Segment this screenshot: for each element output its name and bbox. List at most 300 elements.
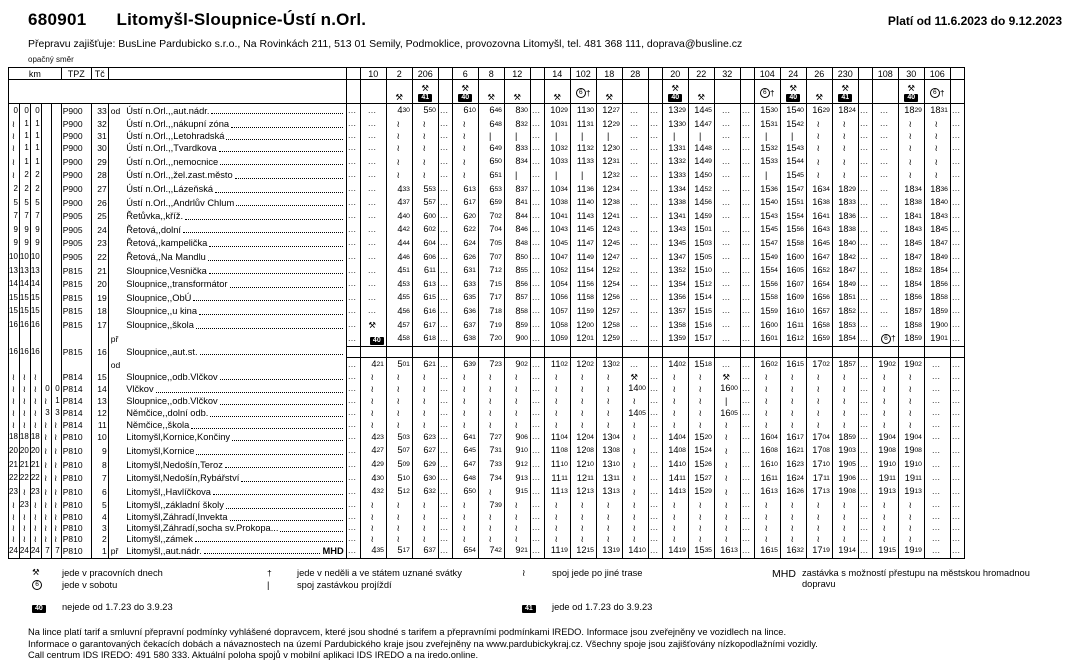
time-cell	[570, 523, 596, 534]
time-cell	[622, 523, 648, 534]
no-service-dots: ...	[630, 211, 639, 221]
no-service-dots: ...	[630, 359, 639, 369]
no-service-dots: ...	[952, 184, 961, 194]
km-cell: 7	[30, 210, 41, 224]
tc-cell: 23	[91, 237, 108, 251]
time-cell	[386, 169, 412, 183]
time-cell: 739	[478, 499, 504, 513]
time-cell	[452, 407, 478, 421]
time-cell	[478, 396, 504, 407]
time-cell: 1536	[754, 183, 780, 197]
od-pr-label	[108, 278, 125, 292]
time-cell	[570, 169, 596, 183]
no-service-dots: ...	[932, 432, 941, 442]
time-cell	[740, 458, 754, 472]
no-service-dots: ...	[722, 333, 731, 343]
no-service-dots: ...	[368, 265, 377, 275]
other-route-icon: ≀	[882, 396, 886, 407]
no-service-dots: ...	[952, 279, 961, 289]
no-service-dots: ...	[532, 486, 541, 496]
other-route-icon: ≀	[842, 119, 846, 130]
time-cell: 1518	[688, 358, 714, 372]
time-cell: 702	[478, 210, 504, 224]
time-cell	[662, 372, 688, 383]
other-route-icon: ≀	[580, 408, 584, 419]
km-cell	[41, 210, 51, 224]
time-cell: 1554	[754, 264, 780, 278]
time-cell	[346, 372, 360, 383]
no-service-dots: ...	[440, 211, 449, 221]
time-cell	[360, 237, 386, 251]
time-cell	[740, 544, 754, 558]
time-cell	[570, 346, 596, 358]
time-cell	[898, 346, 924, 358]
no-service-dots: ...	[860, 119, 869, 129]
time-cell	[648, 396, 662, 407]
no-service-dots: ...	[932, 371, 941, 381]
km-cell	[51, 251, 61, 265]
trip-symbols-header	[648, 80, 662, 104]
time-cell: 1526	[688, 458, 714, 472]
other-route-icon: ≀	[632, 500, 636, 511]
time-cell	[950, 534, 964, 545]
time-cell: 648	[452, 472, 478, 486]
saturday-icon: 6	[576, 88, 586, 98]
time-cell: 1503	[688, 237, 714, 251]
time-cell	[806, 372, 832, 383]
time-cell	[648, 472, 662, 486]
time-cell	[622, 472, 648, 486]
time-cell	[596, 131, 622, 142]
time-cell: 1558	[780, 237, 806, 251]
km-cell: 9	[13, 238, 18, 248]
tc-cell	[91, 358, 108, 372]
time-cell	[622, 291, 648, 305]
no-service-dots: ...	[860, 170, 869, 180]
time-cell	[438, 534, 452, 545]
time-cell: 1607	[780, 278, 806, 292]
other-route-icon: ≀	[790, 420, 794, 431]
dotted-leader	[185, 219, 343, 220]
time-cell	[898, 131, 924, 142]
other-route-icon: ≀	[488, 383, 492, 394]
no-service-dots: ...	[630, 131, 639, 141]
km-cell	[51, 358, 61, 372]
workdays-icon: ⚒	[671, 82, 680, 93]
time-cell	[346, 183, 360, 197]
time-cell	[648, 534, 662, 545]
tc-cell: 20	[91, 278, 108, 292]
km-cell	[41, 305, 51, 319]
time-cell: 1610	[754, 458, 780, 472]
time-cell: 442	[386, 223, 412, 237]
stop-row	[9, 431, 965, 445]
time-cell	[780, 420, 806, 431]
time-cell: 623	[412, 431, 438, 445]
time-cell	[740, 444, 754, 458]
legend-sunday: † jede v neděli a ve státem uznané svátky	[267, 567, 462, 578]
stop-name: Sloupnice,,transformátor	[125, 278, 346, 292]
other-route-icon: ≀	[396, 156, 400, 167]
time-cell: 1547	[780, 183, 806, 197]
tc-cell: 7	[91, 472, 108, 486]
time-cell	[806, 131, 832, 142]
time-cell	[346, 396, 360, 407]
dotted-leader	[156, 392, 343, 393]
time-cell	[438, 458, 452, 472]
time-cell	[530, 472, 544, 486]
od-pr-label	[108, 534, 125, 545]
time-cell: 622	[452, 223, 478, 237]
no-service-dots: ...	[860, 408, 869, 418]
no-service-dots: ...	[650, 279, 659, 289]
time-cell	[544, 346, 570, 358]
no-service-dots: ...	[532, 523, 541, 532]
time-cell	[478, 420, 504, 431]
time-cell	[504, 346, 530, 358]
time-cell	[346, 223, 360, 237]
no-service-dots: ...	[440, 105, 449, 115]
other-route-icon: ≀	[370, 420, 374, 431]
trip-number-header: 230	[832, 68, 858, 80]
no-service-dots: ...	[932, 512, 941, 522]
workdays-icon: ⚒	[32, 566, 40, 577]
time-cell: 629	[412, 458, 438, 472]
time-cell	[662, 512, 688, 523]
time-cell: 1059	[544, 332, 570, 346]
time-cell	[544, 396, 570, 407]
note-badge: 40	[786, 94, 800, 103]
other-route-icon: ≀	[462, 500, 466, 511]
no-service-dots: ...	[440, 445, 449, 455]
workdays-icon: ⚒	[722, 371, 731, 382]
km-cell: ≀	[51, 485, 61, 499]
time-cell	[530, 196, 544, 210]
time-cell	[714, 118, 740, 132]
km-cell: ≀	[41, 458, 51, 472]
no-service-dots: ...	[532, 252, 541, 262]
dotted-leader	[230, 520, 343, 521]
no-service-dots: ...	[932, 459, 941, 469]
other-route-icon: ≀	[672, 371, 676, 382]
time-cell: 1527	[688, 472, 714, 486]
time-cell	[688, 534, 714, 545]
time-cell	[950, 305, 964, 319]
other-route-icon: ≀	[882, 512, 886, 523]
km-cell: 10	[30, 251, 41, 265]
od-pr-label	[108, 523, 125, 534]
time-cell	[924, 485, 950, 499]
pass-through-icon: |	[673, 131, 676, 142]
time-cell: 1140	[570, 196, 596, 210]
time-cell	[530, 523, 544, 534]
other-route-icon: ≀	[842, 396, 846, 407]
no-service-dots: ...	[532, 279, 541, 289]
time-cell	[648, 196, 662, 210]
stop-name: Litomyšl,Nedošín,Rybářství	[125, 472, 346, 486]
km-cell: ≀	[11, 408, 16, 419]
time-cell: 1254	[596, 278, 622, 292]
tpz-cell: P900	[61, 104, 91, 118]
time-cell	[858, 278, 872, 292]
time-cell	[858, 485, 872, 499]
time-cell: 1358	[662, 319, 688, 333]
trip-number-header: 10	[360, 68, 386, 80]
trip-number-header	[438, 68, 452, 80]
tpz-cell: P810	[61, 458, 91, 472]
other-route-icon: ≀	[580, 523, 584, 533]
other-route-icon: ≀	[842, 371, 846, 382]
km-cell	[51, 346, 61, 358]
time-cell	[544, 169, 570, 183]
km-cell: ≀	[19, 485, 30, 499]
time-cell	[858, 407, 872, 421]
time-cell: 1313	[596, 485, 622, 499]
dotted-leader	[196, 454, 342, 455]
time-cell	[346, 118, 360, 132]
time-cell	[412, 118, 438, 132]
tpz-cell: P900	[61, 169, 91, 183]
km-cell	[41, 319, 51, 333]
other-route-icon: ≀	[672, 512, 676, 523]
time-cell	[898, 407, 924, 421]
time-cell	[504, 131, 530, 142]
trip-number-header: 102	[570, 68, 596, 80]
time-cell: 832	[504, 118, 530, 132]
workdays-icon: ⚒	[815, 92, 824, 102]
od-pr-label	[108, 223, 125, 237]
other-route-icon: ≀	[882, 420, 886, 431]
trip-symbols-header	[452, 80, 478, 104]
other-route-icon: ≀	[554, 500, 558, 511]
time-cell	[740, 251, 754, 265]
time-cell: 1623	[780, 458, 806, 472]
time-cell: 1331	[662, 142, 688, 156]
line-number: 680901	[28, 10, 87, 29]
time-cell: 1710	[806, 458, 832, 472]
km-cell: 13	[19, 264, 30, 278]
stop-name: Sloupnice,,ObÚ	[125, 291, 346, 305]
time-cell	[530, 372, 544, 383]
note-line: Na lince platí tarif a smluvní přepravní podmínky vyhlášené dopravcem, které jsou shodné s tarifem a přepravními podmínkami IREDO. Informace jsou zveřejněny ve vozidlech na lince.	[28, 627, 787, 638]
opposite-direction-note: opačný směr	[28, 55, 74, 64]
time-cell: 731	[478, 444, 504, 458]
tpz-cell: P815	[61, 264, 91, 278]
time-cell: 1611	[754, 472, 780, 486]
arrival-departure-row	[9, 332, 965, 346]
tpz-cell: P814	[61, 407, 91, 421]
time-cell	[754, 372, 780, 383]
no-service-dots: ...	[880, 252, 889, 262]
other-route-icon: ≀	[724, 459, 728, 470]
km-cell: 15	[19, 291, 30, 305]
time-cell: 1110	[544, 458, 570, 472]
km-cell	[51, 104, 61, 118]
saturday-icon: 6	[881, 334, 891, 344]
other-route-icon: ≀	[724, 420, 728, 431]
time-cell	[360, 131, 386, 142]
time-cell: 1154	[570, 264, 596, 278]
time-cell	[858, 382, 872, 396]
no-service-dots: ...	[650, 523, 659, 532]
time-cell	[714, 319, 740, 333]
km-cell: 13	[9, 265, 18, 275]
time-cell	[924, 142, 950, 156]
other-route-icon: ≀	[606, 523, 610, 533]
other-route-icon: ≀	[816, 420, 820, 431]
time-cell	[438, 169, 452, 183]
km-cell: 16	[30, 346, 41, 358]
no-service-dots: ...	[368, 292, 377, 302]
time-cell: 638	[452, 332, 478, 346]
time-cell: 1654	[806, 278, 832, 292]
time-cell: 1200	[570, 319, 596, 333]
time-cell: 915	[504, 485, 530, 499]
no-service-dots: ...	[368, 306, 377, 316]
time-cell	[622, 155, 648, 169]
time-cell	[950, 544, 964, 558]
time-cell	[754, 420, 780, 431]
legend-other-route: ≀ spoj jede po jiné trase	[522, 567, 643, 578]
no-service-dots: ...	[722, 105, 731, 115]
trip-symbols-header	[504, 80, 530, 104]
trip-symbols-header	[714, 80, 740, 104]
time-cell	[740, 196, 754, 210]
time-cell: 912	[504, 458, 530, 472]
km-cell	[30, 358, 41, 372]
other-route-icon: ≀	[632, 432, 636, 443]
other-route-icon: ≀	[514, 371, 518, 382]
time-cell: 858	[504, 305, 530, 319]
time-cell: 613	[412, 278, 438, 292]
trip-symbols-header	[386, 80, 412, 104]
time-cell: 1517	[688, 332, 714, 346]
km-cell: 9	[30, 237, 41, 251]
no-service-dots: ...	[952, 224, 961, 234]
time-cell: 1834	[898, 183, 924, 197]
time-cell: 1838	[832, 223, 858, 237]
other-route-icon: ≀	[842, 523, 846, 533]
trip-symbols-header	[898, 80, 924, 104]
time-cell	[346, 169, 360, 183]
time-cell	[950, 169, 964, 183]
no-service-dots: ...	[630, 252, 639, 262]
dotted-leader	[220, 379, 343, 380]
time-cell: 1102	[544, 358, 570, 372]
other-route-icon: ≀	[672, 383, 676, 394]
time-cell: 455	[386, 291, 412, 305]
time-cell: 1847	[898, 251, 924, 265]
time-cell	[360, 251, 386, 265]
km-cell: ≀	[41, 396, 51, 407]
time-cell	[438, 237, 452, 251]
other-route-icon: ≀	[672, 523, 676, 533]
no-service-dots: ...	[650, 156, 659, 166]
time-cell	[662, 499, 688, 513]
no-service-dots: ...	[348, 371, 357, 381]
note-badge: 41	[838, 94, 852, 103]
other-route-icon: ≀	[790, 500, 794, 511]
other-route-icon: ≀	[908, 371, 912, 382]
od-pr-label	[108, 346, 125, 358]
tc-cell	[91, 332, 108, 346]
other-route-icon: ≀	[816, 119, 820, 130]
time-cell	[412, 420, 438, 431]
time-cell: 1856	[924, 278, 950, 292]
no-service-dots: ...	[952, 523, 961, 532]
time-cell	[530, 264, 544, 278]
km-cell: 2	[30, 183, 41, 197]
time-cell: 1836	[832, 210, 858, 224]
time-cell: 1543	[780, 142, 806, 156]
time-cell: 1505	[688, 251, 714, 265]
km-cell	[51, 223, 61, 237]
dotted-leader	[226, 508, 343, 509]
km-cell: ≀	[11, 383, 16, 394]
km-cell: ≀	[11, 500, 16, 511]
time-cell: 1643	[806, 223, 832, 237]
time-cell: 659	[478, 196, 504, 210]
no-service-dots: ...	[348, 224, 357, 234]
time-cell	[832, 118, 858, 132]
time-cell	[858, 155, 872, 169]
km-cell: 21	[19, 458, 30, 472]
km-cell: ≀	[51, 512, 61, 523]
other-route-icon: ≀	[370, 500, 374, 511]
time-cell	[648, 358, 662, 372]
time-cell: 727	[478, 431, 504, 445]
other-route-icon: ≀	[554, 396, 558, 407]
time-cell	[530, 169, 544, 183]
time-cell	[622, 104, 648, 118]
km-cell: ≀	[11, 156, 16, 167]
km-cell: ≀	[41, 499, 51, 513]
time-cell	[950, 407, 964, 421]
no-service-dots: ...	[650, 292, 659, 302]
other-route-icon: ≀	[698, 396, 702, 407]
time-cell	[858, 210, 872, 224]
time-cell: 1158	[570, 291, 596, 305]
no-service-dots: ...	[880, 170, 889, 180]
other-route-icon: ≀	[514, 396, 518, 407]
km-cell	[41, 223, 51, 237]
km-cell: ≀	[11, 170, 16, 181]
time-cell: 430	[360, 472, 386, 486]
stop-name: Němčice,,škola	[125, 420, 346, 431]
time-cell	[714, 169, 740, 183]
time-cell: 1840	[832, 237, 858, 251]
time-cell	[438, 332, 452, 346]
time-cell	[438, 544, 452, 558]
other-route-icon: ≀	[580, 396, 584, 407]
time-cell	[360, 118, 386, 132]
no-service-dots: ...	[650, 131, 659, 141]
time-cell: 1913	[898, 485, 924, 499]
badge-41-icon: 41	[522, 605, 536, 614]
time-cell	[858, 319, 872, 333]
time-cell	[438, 499, 452, 513]
time-cell	[714, 278, 740, 292]
time-cell	[950, 358, 964, 372]
time-cell: 846	[504, 223, 530, 237]
no-service-dots: ...	[722, 320, 731, 329]
km-cell: ≀	[11, 523, 16, 533]
no-service-dots: ...	[348, 238, 357, 248]
time-cell	[544, 382, 570, 396]
time-cell	[530, 251, 544, 265]
stop-name: Litomyšl,Kornice,Končiny	[125, 431, 346, 445]
tpz-cell: P815	[61, 346, 91, 358]
